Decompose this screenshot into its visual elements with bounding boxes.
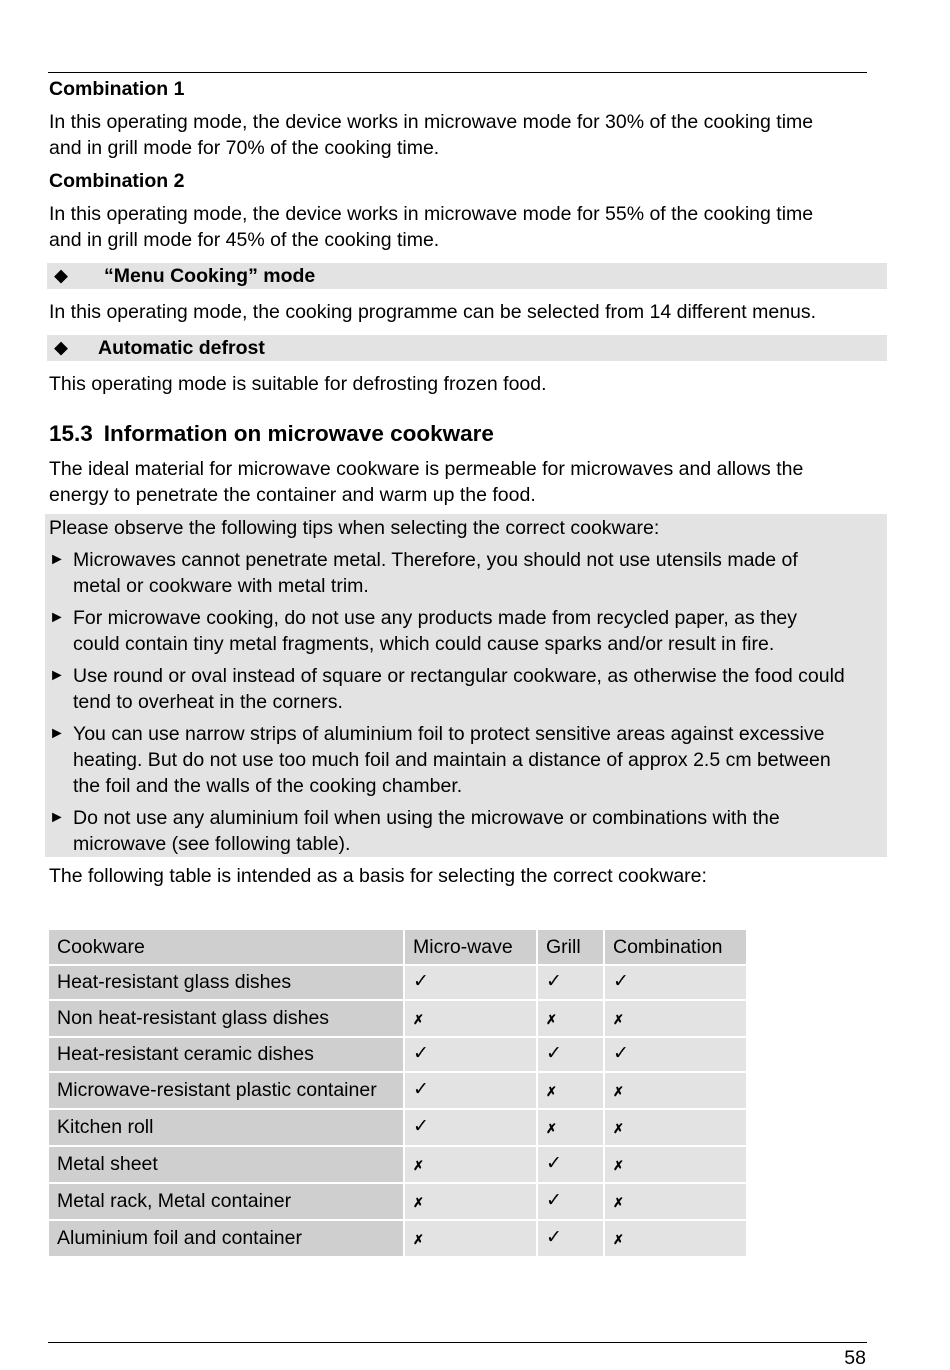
- tip-item: [49, 605, 887, 657]
- automatic-defrost-title: Automatic defrost: [98, 336, 265, 359]
- section-heading: [49, 419, 887, 449]
- section-intro-line-1: The ideal material for microwave cookware is permeable for microwaves and allows the: [49, 458, 804, 480]
- table-row: [49, 1110, 746, 1145]
- cookware-name: Heat-resistant ceramic dishes: [49, 1038, 403, 1071]
- page-content: [49, 76, 887, 889]
- cookware-name: Aluminium foil and container: [49, 1221, 403, 1256]
- cookware-name: Microwave-resistant plastic container: [49, 1073, 403, 1108]
- combination-2-heading: Combination 2: [49, 170, 185, 192]
- checkmark-icon: ✓: [546, 1227, 562, 1248]
- checkmark-icon: ✓: [546, 1153, 562, 1174]
- arrow-bullet-icon: ►: [49, 667, 65, 684]
- combination-1-line-2: and in grill mode for 70% of the cooking time.: [49, 137, 440, 159]
- bottom-rule: [48, 1342, 867, 1343]
- diamond-bullet-icon: ◆: [54, 266, 68, 285]
- header-grill: Grill: [538, 930, 603, 964]
- table-header-row: [49, 930, 746, 964]
- table-row: [49, 1038, 746, 1071]
- table-row: [49, 1147, 746, 1182]
- cross-icon: ✗: [613, 1121, 624, 1136]
- combination-2-line-1: In this operating mode, the device works in microwave mode for 55% of the cooking time: [49, 203, 814, 225]
- section-intro-line-2: energy to penetrate the container and warm up the food.: [49, 484, 536, 506]
- cross-icon: ✗: [613, 1232, 624, 1247]
- cross-icon: ✗: [613, 1158, 624, 1173]
- cross-icon: ✗: [413, 1012, 424, 1027]
- arrow-bullet-icon: ►: [49, 725, 65, 742]
- arrow-bullet-icon: ►: [49, 551, 65, 568]
- tip-1-line-1: Microwaves cannot penetrate metal. Therefore, you should not use utensils made of: [73, 549, 798, 571]
- checkmark-icon: ✓: [613, 1043, 629, 1064]
- tip-4-line-1: You can use narrow strips of aluminium foil to protect sensitive areas against excessive: [73, 723, 825, 745]
- cross-icon: ✗: [413, 1232, 424, 1247]
- combination-1-heading: Combination 1: [49, 78, 185, 100]
- combination-2-text: [49, 201, 887, 253]
- table-row: [49, 1184, 746, 1219]
- table-row: [49, 1073, 746, 1108]
- section-title: Information on microwave cookware: [103, 421, 494, 446]
- checkmark-icon: ✓: [546, 1190, 562, 1211]
- cookware-name: Kitchen roll: [49, 1110, 403, 1145]
- tip-item: [49, 805, 887, 857]
- tip-item: [49, 663, 887, 715]
- cookware-name: Metal rack, Metal container: [49, 1184, 403, 1219]
- checkmark-icon: ✓: [413, 971, 429, 992]
- checkmark-icon: ✓: [546, 1043, 562, 1064]
- cross-icon: ✗: [546, 1084, 557, 1099]
- menu-cooking-mode-title: “Menu Cooking” mode: [104, 264, 316, 287]
- cross-icon: ✗: [613, 1084, 624, 1099]
- cross-icon: ✗: [546, 1012, 557, 1027]
- tip-4-line-2: heating. But do not use too much foil and maintain a distance of approx 2.5 cm between: [73, 749, 831, 771]
- tip-3-line-1: Use round or oval instead of square or rectangular cookware, as otherwise the food could: [73, 665, 845, 687]
- cross-icon: ✗: [613, 1195, 624, 1210]
- cookware-name: Non heat-resistant glass dishes: [49, 1001, 403, 1036]
- tips-box: [45, 514, 887, 857]
- section-intro: [49, 456, 887, 508]
- diamond-bullet-icon: ◆: [54, 338, 68, 357]
- top-rule: [48, 72, 867, 73]
- table-intro: The following table is intended as a basis for selecting the correct cookware:: [49, 865, 707, 887]
- checkmark-icon: ✓: [413, 1116, 429, 1137]
- cookware-name: Metal sheet: [49, 1147, 403, 1182]
- checkmark-icon: ✓: [413, 1043, 429, 1064]
- header-microwave: Micro-wave: [405, 930, 536, 964]
- tip-4-line-3: the foil and the walls of the cooking chamber.: [73, 775, 463, 797]
- table-row: [49, 1221, 746, 1256]
- menu-cooking-mode-text: In this operating mode, the cooking programme can be selected from 14 different menus.: [49, 301, 817, 323]
- tip-5-line-1: Do not use any aluminium foil when using the microwave or combinations with the: [73, 807, 780, 829]
- arrow-bullet-icon: ►: [49, 609, 65, 626]
- cookware-name: Heat-resistant glass dishes: [49, 966, 403, 999]
- combination-1-line-1: In this operating mode, the device works in microwave mode for 30% of the cooking time: [49, 111, 814, 133]
- combination-1-text: [49, 109, 887, 161]
- table-row: [49, 966, 746, 999]
- arrow-bullet-icon: ►: [49, 809, 65, 826]
- cookware-table: [47, 928, 748, 1258]
- cross-icon: ✗: [546, 1121, 557, 1136]
- tips-intro: Please observe the following tips when selecting the correct cookware:: [49, 517, 660, 539]
- tip-2-line-2: could contain tiny metal fragments, which could cause sparks and/or result in fire.: [73, 633, 775, 655]
- tip-1-line-2: metal or cookware with metal trim.: [73, 575, 369, 597]
- section-number: 15.3: [49, 421, 93, 446]
- tip-item: [49, 721, 887, 799]
- automatic-defrost-text: This operating mode is suitable for defrosting frozen food.: [49, 373, 547, 395]
- cross-icon: ✗: [413, 1158, 424, 1173]
- tip-2-line-1: For microwave cooking, do not use any products made from recycled paper, as they: [73, 607, 798, 629]
- combination-2-line-2: and in grill mode for 45% of the cooking time.: [49, 229, 440, 251]
- automatic-defrost-bar: [47, 335, 887, 361]
- table-row: [49, 1001, 746, 1036]
- menu-cooking-mode-bar: [47, 263, 887, 289]
- cross-icon: ✗: [613, 1012, 624, 1027]
- page-number: 58: [844, 1347, 866, 1369]
- tip-item: [49, 547, 887, 599]
- checkmark-icon: ✓: [546, 971, 562, 992]
- checkmark-icon: ✓: [613, 971, 629, 992]
- header-combination: Combination: [605, 930, 746, 964]
- tip-5-line-2: microwave (see following table).: [73, 833, 351, 855]
- tip-3-line-2: tend to overheat in the corners.: [73, 691, 343, 713]
- checkmark-icon: ✓: [413, 1079, 429, 1100]
- header-cookware: Cookware: [49, 930, 403, 964]
- cross-icon: ✗: [413, 1195, 424, 1210]
